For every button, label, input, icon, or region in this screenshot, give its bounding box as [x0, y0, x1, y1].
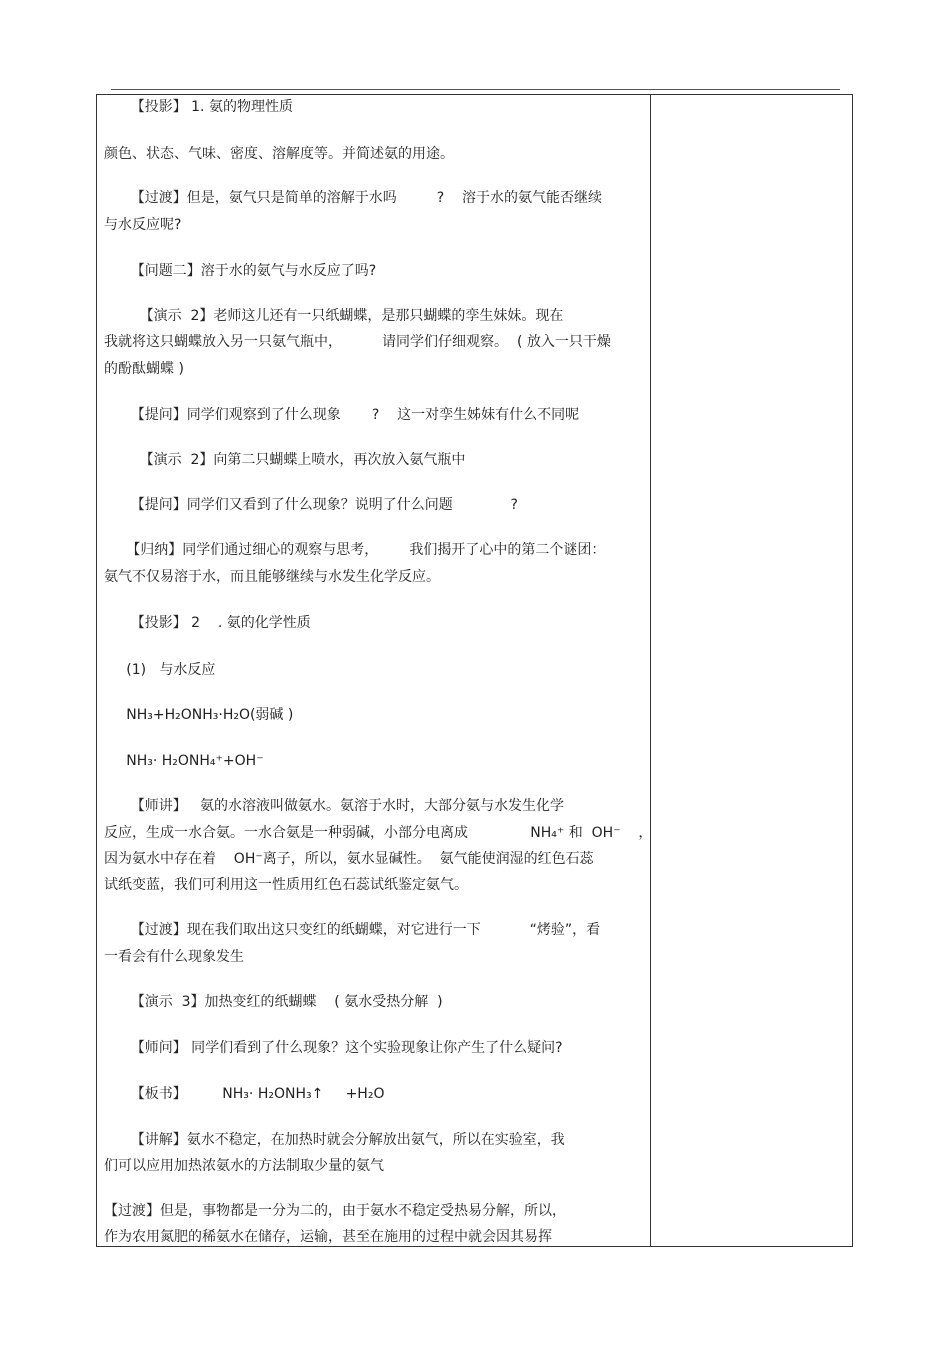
line-lecture-d: 试纸变蓝，我们可利用这一性质用红色石蕊试纸鉴定氨气。 — [104, 877, 468, 893]
line-demo-2a: 【演示 2】老师这儿还有一只纸蝴蝶，是那只蝴蝶的孪生妹妹。现在 — [104, 308, 564, 324]
line-transition-1b: 与水反应呢? — [104, 217, 182, 233]
line-transition-2b: 一看会有什么现象发生 — [104, 949, 244, 965]
line-projection-1: 【投影】 1. 氨的物理性质 — [104, 99, 293, 115]
line-teacher-ask: 【师问】 同学们看到了什么现象？这个实验现象让你产生了什么疑问? — [104, 1040, 563, 1056]
line-ask-1: 【提问】同学们观察到了什么现象 ? 这一对孪生姊妹有什么不同呢 — [104, 407, 580, 423]
line-lecture-b: 反应，生成一水合氨。一水合氨是一种弱碱，小部分电离成 NH₄⁺ 和 OH⁻ ， — [104, 825, 653, 841]
line-explain-b: 们可以应用加热浓氨水的方法制取少量的氨气 — [104, 1158, 384, 1174]
line-demo-2-spray: 【演示 2】向第二只蝴蝶上喷水，再次放入氨气瓶中 — [104, 452, 466, 468]
line-question-2: 【问题二】溶于水的氨气与水反应了吗? — [104, 263, 377, 279]
line-transition-1a: 【过渡】但是，氨气只是简单的溶解于水吗 ? 溶于水的氨气能否继续 — [104, 190, 602, 206]
line-lecture-c: 因为氨水中存在着 OH⁻离子，所以，氨水显碱性。 氨气能使润湿的红色石蕊 — [104, 851, 594, 867]
line-demo-2c: 的酚酞蝴蝶 ) — [104, 361, 184, 377]
line-transition-2a: 【过渡】现在我们取出这只变红的纸蝴蝶，对它进行一下 “烤验”，看 — [104, 922, 601, 938]
line-summary-a: 【归纳】同学们通过细心的观察与思考， 我们揭开了心中的第二个谜团： — [104, 542, 606, 558]
line-demo-3: 【演示 3】加热变红的纸蝴蝶 ( 氨水受热分解 ) — [104, 994, 443, 1010]
line-transition-3a: 【过渡】但是，事物都是一分为二的，由于氨水不稳定受热易分解，所以， — [104, 1203, 566, 1219]
line-lecture-a: 【师讲】 氨的水溶液叫做氨水。氨溶于水时，大部分氨与水发生化学 — [104, 798, 565, 814]
line-physical-properties: 颜色、状态、气味、密度、溶解度等。并简述氨的用途。 — [104, 146, 454, 162]
line-summary-b: 氨气不仅易溶于水，而且能够继续与水发生化学反应。 — [104, 569, 440, 585]
line-equation-2: NH₃· H₂ONH₄⁺+OH⁻ — [104, 753, 264, 769]
line-explain-a: 【讲解】氨水不稳定，在加热时就会分解放出氨气，所以在实验室，我 — [104, 1132, 565, 1148]
line-ask-2: 【提问】同学们又看到了什么现象？说明了什么问题 ? — [104, 497, 518, 513]
line-projection-2: 【投影】 2 . 氨的化学性质 — [104, 615, 311, 631]
top-rule — [111, 89, 840, 90]
line-equation-1: NH₃+H₂ONH₃·H₂O(弱碱 ) — [104, 707, 294, 723]
notes-column — [651, 95, 852, 1246]
line-board-equation: 【板书】 NH₃· H₂ONH₃↑ +H₂O — [104, 1086, 385, 1102]
line-transition-3b: 作为农用氮肥的稀氨水在储存，运输，甚至在施用的过程中就会因其易挥 — [104, 1229, 552, 1245]
line-react-water: (1) 与水反应 — [104, 662, 216, 678]
line-demo-2b: 我就将这只蝴蝶放入另一只氨气瓶中， 请同学们仔细观察。 ( 放入一只干燥 — [104, 334, 611, 350]
